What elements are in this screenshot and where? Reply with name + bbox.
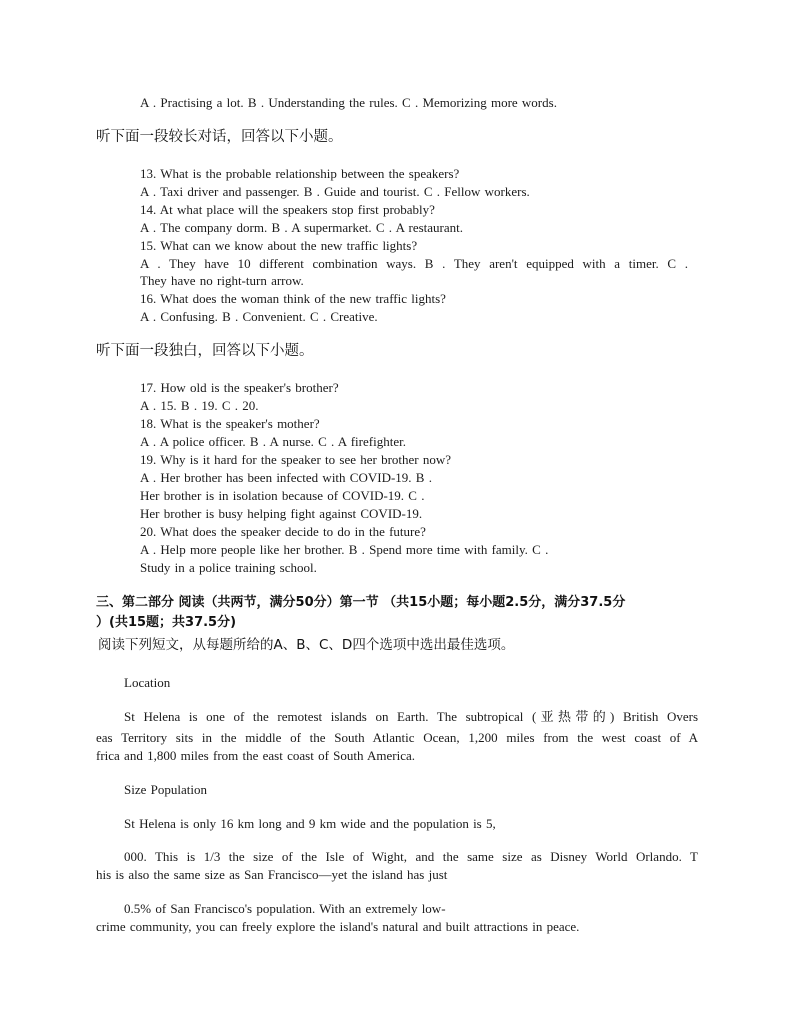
reading-instruction: 阅读下列短文，从每题所给的A、B、C、D四个选项中选出最佳选项。	[98, 637, 515, 653]
size-paragraph-line1: St Helena is only 16 km long and 9 km wide and the population is 5,	[124, 816, 496, 831]
location-paragraph-line2: eas Territory sits in the middle of the South Atlantic Ocean, 1,200 miles from the west coast of A	[96, 730, 698, 745]
q19-option-a: A . Her brother has been infected with COVID-19. B .	[140, 470, 432, 485]
q19-option-b: Her brother is in isolation because of COVID-19. C .	[140, 488, 425, 503]
crime-paragraph-line2: crime community, you can freely explore the island's natural and built attractions in peace.	[96, 919, 580, 934]
q15-options-cont: They have no right-turn arrow.	[140, 273, 304, 288]
q15-question: 15. What can we know about the new traffic lights?	[140, 238, 418, 253]
location-paragraph-line3: frica and 1,800 miles from the east coast of South America.	[96, 748, 416, 763]
q17-question: 17. How old is the speaker's brother?	[140, 380, 339, 395]
passage-heading-size: Size Population	[124, 782, 207, 797]
q19-option-c: Her brother is busy helping fight against COVID-19.	[140, 506, 423, 521]
section-three-heading-cont: ）(共15题；共37.5分)	[96, 615, 237, 630]
q15-options: A . They have 10 different combination ways. B . They aren't equipped with a timer. C .	[140, 256, 688, 271]
q17-options: A . 15. B . 19. C . 20.	[140, 398, 259, 413]
size-paragraph-line3: his is also the same size as San Francisco—yet the island has just	[96, 867, 448, 882]
dialogue-instruction: 听下面一段较长对话，回答以下小题。	[96, 129, 343, 145]
q16-question: 16. What does the woman think of the new traffic lights?	[140, 291, 446, 306]
q13-question: 13. What is the probable relationship between the speakers?	[140, 166, 460, 181]
q14-question: 14. At what place will the speakers stop first probably?	[140, 202, 435, 217]
q13-options: A . Taxi driver and passenger. B . Guide and tourist. C . Fellow workers.	[140, 184, 530, 199]
passage-heading-location: Location	[124, 675, 171, 690]
q19-question: 19. Why is it hard for the speaker to see her brother now?	[140, 452, 452, 467]
q18-question: 18. What is the speaker's mother?	[140, 416, 320, 431]
size-paragraph-line2: 000. This is 1/3 the size of the Isle of Wight, and the same size as Disney World Orlando. T	[124, 849, 698, 864]
location-paragraph-line1: St Helena is one of the remotest islands on Earth. The subtropical (亚热带的) British Overs	[124, 709, 698, 724]
q16-options: A . Confusing. B . Convenient. C . Creative.	[140, 309, 378, 324]
q20-options: A . Help more people like her brother. B . Spend more time with family. C .	[140, 542, 549, 557]
monologue-instruction: 听下面一段独白，回答以下小题。	[96, 343, 314, 359]
section-three-heading: 三、第二部分 阅读（共两节，满分50分）第一节 （共15小题；每小题2.5分，满分37.5分	[96, 595, 626, 610]
q20-question: 20. What does the speaker decide to do in the future?	[140, 524, 426, 539]
q18-options: A . A police officer. B . A nurse. C . A firefighter.	[140, 434, 406, 449]
q12-options: A . Practising a lot. B . Understanding the rules. C . Memorizing more words.	[140, 95, 557, 110]
q20-options-cont: Study in a police training school.	[140, 560, 317, 575]
q14-options: A . The company dorm. B . A supermarket. C . A restaurant.	[140, 220, 463, 235]
crime-paragraph-line1: 0.5% of San Francisco's population. With an extremely low-	[124, 901, 446, 916]
